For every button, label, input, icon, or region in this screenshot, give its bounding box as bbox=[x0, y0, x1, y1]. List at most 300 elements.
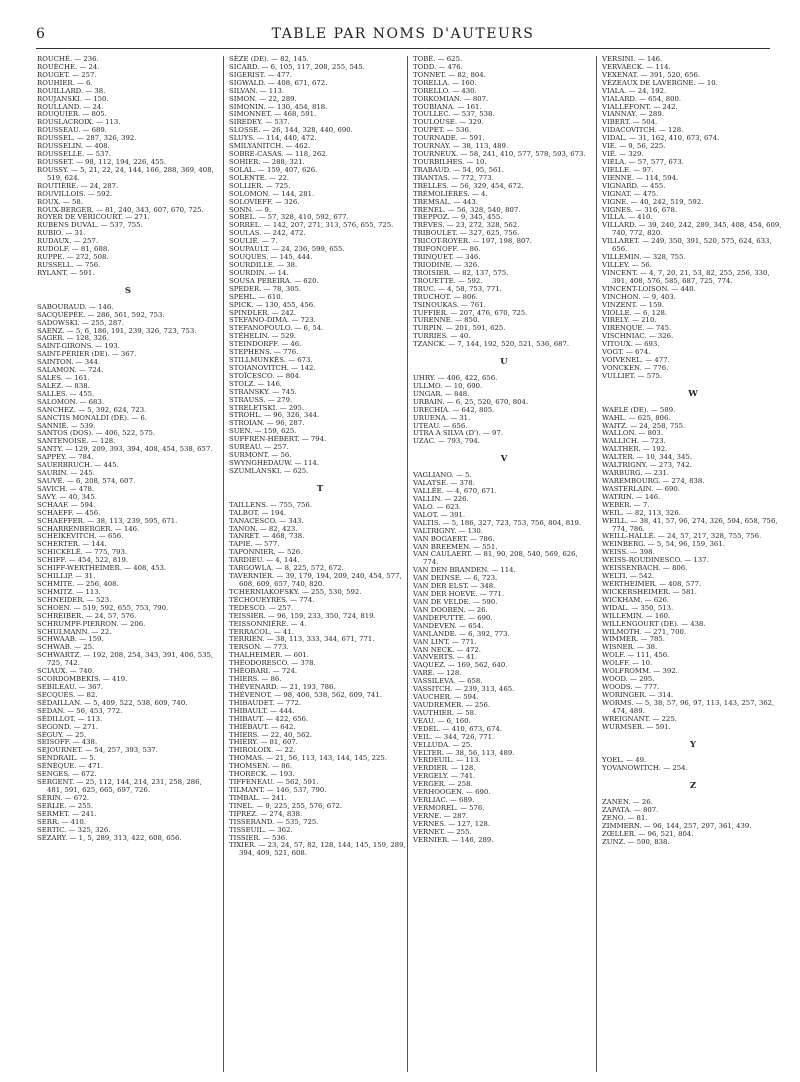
index-entry: ULLMO. — 10, 690. bbox=[413, 381, 483, 390]
section-letter: V bbox=[500, 454, 508, 465]
index-entry: SALOMON. — 683. bbox=[37, 397, 105, 406]
index-entry: ROUSSEAU. — 689. bbox=[37, 126, 107, 135]
index-entry: WORMS. — 5, 38, 57, 96, 97, 113, 143, 257, 362, 474, 489. bbox=[602, 698, 775, 715]
index-entry: SALLES. — 455. bbox=[37, 389, 95, 398]
index-entry: SAUERBRUCH. — 445. bbox=[37, 461, 119, 470]
index-entry: VITOUX. — 693. bbox=[602, 340, 660, 349]
index-entry: WOODS. — 777. bbox=[602, 682, 660, 691]
index-entry: SORREL. — 142, 207, 271, 313, 576, 655, 725. bbox=[229, 221, 394, 230]
index-entry: SPEHL. — 610. bbox=[229, 292, 283, 301]
index-entry: VIOLLE. — 6, 128. bbox=[602, 308, 668, 317]
index-entry: VALTRIGNY. — 130. bbox=[413, 526, 484, 535]
index-entry: VERDIER. — 128. bbox=[413, 764, 476, 773]
index-entry: STEFANO-DIMA. — 723. bbox=[229, 316, 316, 325]
index-entry: RUBIO. — 31. bbox=[37, 229, 86, 238]
index-entry: STROIAN. — 96, 287. bbox=[229, 419, 305, 428]
index-entry: VASSITCH. — 239, 313, 465. bbox=[413, 685, 515, 694]
index-entry: VERLIAC. — 689. bbox=[413, 796, 475, 805]
index-entry: ZIMMERN. — 96, 144, 257, 297, 361, 439. bbox=[602, 821, 752, 830]
index-entry: VALLÉE. — 4, 670, 671. bbox=[413, 487, 497, 496]
index-entry: VERNIER. — 146, 289. bbox=[413, 835, 494, 844]
index-entry: TOURNADE. — 591. bbox=[413, 134, 485, 143]
index-entry: STRELETSKI. — 295. bbox=[229, 403, 305, 412]
section-letter: S bbox=[124, 285, 132, 296]
index-entry: VELLUDA. — 25. bbox=[413, 740, 473, 749]
index-entry: VAN DEINSE. — 6, 723. bbox=[413, 574, 498, 583]
index-entry: WEISS-ROUDINESCO. — 137. bbox=[602, 556, 709, 565]
index-entry: WAITZ. — 24, 258, 755. bbox=[602, 421, 686, 430]
index-entry: SERR. — 410. bbox=[37, 817, 86, 826]
index-entry: UHRY. — 406, 422, 656. bbox=[413, 374, 498, 383]
index-entry: TREMSAL. — 443. bbox=[413, 197, 478, 206]
index-entry: WEINBERG. — 5, 54, 96, 159, 361. bbox=[602, 540, 725, 549]
index-entry: TRÈVES. — 23, 272, 328, 562. bbox=[413, 221, 520, 230]
index-entry: VAN DOOREN. — 26. bbox=[413, 605, 488, 614]
index-entry: VAN DE VELDE. — 590. bbox=[413, 598, 498, 606]
index-entry: SOUSA PEREIRA. — 620. bbox=[229, 276, 319, 285]
index-entry: ROULLAND. — 24. bbox=[37, 102, 104, 111]
index-entry: SOULAS. — 242, 472. bbox=[229, 229, 306, 238]
index-entry: TSINOUKAS. — 761. bbox=[413, 300, 486, 309]
index-entry: VERNES. — 127, 128. bbox=[413, 819, 491, 828]
index-entry: SCHWARTZ. — 192, 208, 254, 343, 391, 406, 535, 725, 742. bbox=[37, 651, 214, 668]
index-entry: THIERS. — 86. bbox=[229, 675, 282, 684]
section-letter: U bbox=[500, 357, 508, 368]
index-entry: RUDOLF. — 81, 688. bbox=[37, 245, 110, 254]
index-entry: TAPIE. — 577. bbox=[229, 540, 280, 549]
index-entry: VINCENT. — 4, 7, 20, 21, 53, 82, 255, 256, 330, 391, 408, 576, 585, 687, 725, 774. bbox=[602, 268, 770, 285]
index-entry: VANDEPUTTE. — 690. bbox=[413, 613, 493, 622]
index-entry: SANTY. — 129, 209, 393, 394, 408, 454, 538, 657. bbox=[37, 445, 213, 454]
index-entry: VAN BOGAERT. — 786. bbox=[413, 534, 495, 543]
index-entry: YOEL. — 49. bbox=[602, 756, 647, 765]
index-entry: TOURNAY. — 38, 113, 489. bbox=[413, 142, 509, 151]
index-entry: WEISSENBACH. — 806. bbox=[602, 564, 688, 573]
index-entry: WEILL. — 38, 41, 57, 96, 274, 326, 594, 658, 756, 774, 786. bbox=[602, 516, 778, 533]
index-entry: TURRIES. — 40. bbox=[413, 332, 471, 341]
index-entry: TARGOWLA. — 8, 225, 572, 672. bbox=[229, 564, 344, 573]
index-entry: ROUX. — 58. bbox=[37, 197, 83, 206]
index-entry: TARDIEU. — 4, 144. bbox=[229, 556, 300, 565]
index-entry: VALTIS. — 5, 186, 327, 723, 753, 756, 804, 819. bbox=[413, 518, 582, 527]
index-entry: SAENZ. — 5, 6, 186, 191, 239, 326, 723, 753. bbox=[37, 326, 197, 335]
index-entry: TERRIEN. — 38, 113, 333, 344, 671, 771. bbox=[229, 635, 375, 644]
index-entry: WISNER. — 38. bbox=[602, 643, 658, 652]
index-entry: SCHILLIP. — 31. bbox=[37, 572, 96, 581]
index-entry: VIRELY. — 210. bbox=[602, 316, 657, 325]
index-entry: SIREDEY. — 537. bbox=[229, 118, 290, 127]
index-entry: TIXIER. — 23, 24, 57, 82, 128, 144, 145, 159, 289, 394, 409, 521, 608. bbox=[229, 841, 406, 858]
index-entry: SÉRIN. — 672. bbox=[37, 793, 90, 802]
index-entry: WEBER. — 7. bbox=[602, 500, 650, 509]
index-entry: VÉZEAUX DE LAVERGNE. — 10. bbox=[602, 78, 718, 87]
index-entry: WILLEMIN. — 160. bbox=[602, 611, 671, 620]
index-entry: SEJOURNET. — 54, 257, 393, 537. bbox=[37, 746, 158, 755]
index-entry: THÉOBARI. — 724. bbox=[229, 667, 298, 676]
index-entry: VIDACOVITCH. — 128. bbox=[602, 126, 684, 135]
index-entry: SICARD. — 6, 105, 117, 208, 255, 545. bbox=[229, 62, 365, 71]
index-entry: STOÏCESCO. — 804. bbox=[229, 371, 302, 380]
index-entry: ROUÈCHE. — 24. bbox=[37, 62, 100, 71]
index-entry: SOUQUES. — 145, 444. bbox=[229, 253, 313, 262]
index-entry: SPEDER. — 78, 305. bbox=[229, 284, 302, 293]
index-entry: STOIANOVITCH. — 142. bbox=[229, 363, 316, 372]
index-entry: SILVAN. — 113. bbox=[229, 86, 285, 95]
index-entry: SCHWAAB. — 159. bbox=[37, 635, 104, 644]
column-divider bbox=[596, 56, 597, 1072]
index-entry: UZAC. — 793, 794. bbox=[413, 437, 480, 446]
index-entry: STOLZ. — 146. bbox=[229, 379, 283, 388]
index-entry: SOHIER. — 288, 321. bbox=[229, 157, 305, 166]
index-entry: TROISIER. — 82, 137, 575. bbox=[413, 268, 509, 277]
index-entry: VAN DER ELST. — 348. bbox=[413, 582, 496, 591]
index-entry: VERHOOGEN. — 690. bbox=[413, 788, 491, 797]
index-entry: ZANEN. — 26. bbox=[602, 798, 653, 807]
index-entry: WERTHEIMER. — 408, 577. bbox=[602, 580, 702, 588]
index-entry: SCHULMANN. — 22. bbox=[37, 627, 112, 636]
index-entry: WALTER. — 10, 344, 345. bbox=[602, 453, 693, 462]
index-entry: STILLMUNKÈS. — 673. bbox=[229, 356, 313, 365]
index-entry: VERSINI. — 146. bbox=[602, 55, 663, 63]
index-entry: WREIGNANT. — 225. bbox=[602, 714, 677, 723]
index-entry: VIALLEFONT. — 242. bbox=[602, 102, 678, 111]
index-entry: VEXENAT. — 391, 520, 656. bbox=[602, 70, 701, 79]
index-entry: TRÉMOLIÈRES. — 4. bbox=[413, 189, 488, 198]
index-entry: ROUQUIER. — 805. bbox=[37, 110, 107, 119]
index-entry: VIE. — 9, 56, 225. bbox=[602, 142, 666, 151]
index-entry: TOBÉ. — 625. bbox=[413, 55, 463, 63]
index-entry: TROUETTE. — 592. bbox=[413, 276, 483, 285]
index-entry: VINZENT. — 159. bbox=[602, 300, 664, 309]
index-entry: TRIODINE. — 326. bbox=[413, 260, 480, 269]
index-entry: SCHNEIDER. — 523. bbox=[37, 595, 112, 604]
index-entry: TOURNEUX. — 58, 241, 410, 577, 578, 593, 673. bbox=[413, 150, 586, 159]
index-entry: SCHREIBER. — 24, 57, 576. bbox=[37, 611, 137, 620]
index-entry: SALEZ. — 838. bbox=[37, 381, 90, 390]
index-entry: VALO. — 623. bbox=[413, 502, 462, 511]
index-entry: UTEAU. — 656. bbox=[413, 421, 468, 430]
index-column-2 bbox=[229, 56, 411, 858]
index-entry: WAHL. — 625, 806. bbox=[602, 413, 671, 422]
index-entry: TANACESCO. — 343. bbox=[229, 516, 304, 525]
index-entry: STEINDORFF. — 46. bbox=[229, 340, 302, 349]
index-entry: VONCKEN. — 776. bbox=[602, 363, 669, 372]
index-entry: SONN. — 9. bbox=[229, 205, 272, 214]
index-entry: VALATSE. — 378. bbox=[413, 479, 475, 488]
index-entry: SUREAU. — 257. bbox=[229, 443, 289, 452]
index-entry: TANON. — 82, 423. bbox=[229, 524, 298, 533]
index-entry: SMILYANITCH. — 462. bbox=[229, 142, 311, 151]
index-entry: ROUSSET. — 98, 112, 194, 226, 455. bbox=[37, 157, 167, 166]
index-entry: TÉCHOUEYRES. — 774. bbox=[229, 595, 315, 604]
index-entry: TIFFENEAU. — 562, 591. bbox=[229, 778, 319, 787]
index-entry: SERTIC. — 325, 326. bbox=[37, 825, 111, 834]
index-entry: TERSON. — 773. bbox=[229, 643, 289, 652]
header-rule bbox=[36, 48, 770, 49]
index-entry: TEDESCO. — 257. bbox=[229, 603, 294, 612]
index-entry: SUFFREN-HÉBERT. — 794. bbox=[229, 435, 327, 444]
index-entry: VEIL. — 344, 726, 771. bbox=[413, 732, 495, 741]
index-entry: THIERS. — 22, 40, 562. bbox=[229, 730, 313, 739]
index-entry: TORKOMIAN. — 807. bbox=[413, 94, 489, 103]
index-entry: SÉNÈQUE. — 471. bbox=[37, 762, 104, 771]
index-entry: SAGER. — 128, 326. bbox=[37, 334, 109, 343]
index-entry: THÉVENOT. — 98, 406, 538, 562, 609, 741. bbox=[229, 690, 382, 699]
index-entry: SCHMITZ. — 113. bbox=[37, 587, 101, 596]
index-entry: SCHAAF. — 594. bbox=[37, 500, 96, 509]
index-entry: ROUVILLOIS. — 592. bbox=[37, 189, 113, 198]
index-entry: SEGOND. — 271. bbox=[37, 722, 99, 731]
index-entry: TURENNE. — 850. bbox=[413, 316, 480, 325]
index-entry: ROUX-BERGER. — 81, 240, 343, 607, 670, 725. bbox=[37, 205, 204, 214]
index-entry: VIGNES. — 316, 678. bbox=[602, 205, 678, 214]
index-entry: VOIVENEL. — 477. bbox=[602, 356, 670, 365]
index-entry: STEFANOPOULO. — 6, 54. bbox=[229, 324, 324, 333]
index-entry: TRELLES. — 56, 329, 454, 672. bbox=[413, 181, 524, 190]
index-entry: SCORDOMBEKIS. — 419. bbox=[37, 675, 128, 684]
page-number: 6 bbox=[36, 26, 45, 42]
index-column-4 bbox=[602, 56, 784, 847]
index-entry: THOMAS. — 21, 56, 113, 143, 144, 145, 225. bbox=[229, 754, 387, 763]
index-entry: UTRA A SILVA (D'). — 97. bbox=[413, 429, 504, 438]
index-entry: TEISSIER. — 96, 159, 233, 350, 724, 819. bbox=[229, 611, 376, 620]
index-entry: VIÉLA. — 57, 577, 673. bbox=[602, 157, 684, 166]
index-entry: VIGNARD. — 455. bbox=[602, 181, 666, 190]
index-entry: VIÉ. — 329. bbox=[602, 150, 644, 159]
section-letter: W bbox=[688, 388, 698, 399]
index-entry: SCHEIKEVITCH. — 656. bbox=[37, 532, 124, 541]
section-letter: Y bbox=[689, 739, 697, 750]
index-entry: SCHICKELÉ. — 775, 793. bbox=[37, 548, 128, 557]
index-entry: SIMONNET. — 468, 591. bbox=[229, 110, 317, 119]
index-entry: TRUC. — 4, 58, 753, 771. bbox=[413, 284, 502, 293]
index-entry: VERNET. — 255. bbox=[413, 827, 472, 836]
index-entry: TIMBAL. — 241. bbox=[229, 793, 287, 802]
index-entry: VISCHNIAC. — 326. bbox=[602, 332, 674, 341]
index-entry: VELTER. — 38, 56, 113, 489. bbox=[413, 748, 515, 757]
index-entry: TOURBILHES. — 10. bbox=[413, 157, 487, 166]
index-entry: TANRET. — 468, 738. bbox=[229, 532, 305, 541]
index-entry: SOURDIN. — 14. bbox=[229, 268, 289, 277]
index-entry: VALOT. — 391. bbox=[413, 510, 466, 519]
index-entry: SOURDILLE. — 38. bbox=[229, 260, 298, 269]
index-entry: VEDEL. — 410, 673, 674. bbox=[413, 724, 503, 733]
running-title: TABLE PAR NOMS D'AUTEURS bbox=[271, 26, 535, 42]
index-entry: WAREMBOURG. — 274, 838. bbox=[602, 477, 705, 486]
index-entry: THIROLOIX. — 22. bbox=[229, 746, 296, 755]
index-entry: VANDEVEN. — 654. bbox=[413, 621, 484, 630]
index-entry: THIBAUT. — 422, 656. bbox=[229, 714, 309, 723]
index-entry: WILLENGOURT (DE). — 438. bbox=[602, 619, 706, 628]
index-entry: TIPREZ. — 274, 838. bbox=[229, 809, 303, 818]
index-entry: SZUMLANSKI. — 625. bbox=[229, 466, 309, 475]
index-entry: SAINT-GIRONS. — 193. bbox=[37, 342, 120, 351]
index-entry: VERDEUIL. — 113. bbox=[413, 756, 481, 765]
index-entry: ROUILLARD. — 38. bbox=[37, 86, 106, 95]
index-entry: SCHIFF-WERTHEIMER. — 408, 453. bbox=[37, 564, 167, 573]
index-entry: VINCENT-LOISON. — 440. bbox=[602, 284, 696, 293]
index-entry: VIBERT. — 504. bbox=[602, 118, 658, 127]
index-entry: VAUDREMER. — 256. bbox=[413, 700, 491, 709]
index-entry: SIMONIN. — 130, 454, 818. bbox=[229, 102, 328, 111]
index-entry: WURMSER. — 591. bbox=[602, 722, 671, 731]
index-entry: VILLARD. — 39, 240, 242, 289, 345, 408, 454, 609, 740, 772, 820. bbox=[602, 221, 782, 238]
index-entry: VALLIN. — 226. bbox=[413, 495, 469, 504]
index-entry: TOUPET. — 536. bbox=[413, 126, 472, 135]
index-entry: SEDAN. — 56, 453, 772. bbox=[37, 706, 123, 715]
section-letter: T bbox=[316, 483, 324, 494]
index-entry: TOULOUSE. — 329. bbox=[413, 118, 484, 127]
index-entry: SAVY. — 40, 345. bbox=[37, 492, 97, 501]
index-entry: VAN CAULAERT. — 81, 90, 208, 540, 569, 626, 774. bbox=[413, 550, 578, 567]
index-entry: TAPONNIER. — 526. bbox=[229, 548, 303, 557]
index-entry: SERLIE. — 255. bbox=[37, 801, 94, 810]
index-entry: VINCHON. — 9, 403. bbox=[602, 292, 676, 301]
index-entry: SANNIÉ. — 539. bbox=[37, 421, 96, 430]
index-entry: TISSEUIL. — 362. bbox=[229, 825, 293, 834]
index-entry: VERNE. — 287. bbox=[413, 811, 469, 820]
index-entry: SADOWSKI. — 255, 287. bbox=[37, 318, 124, 327]
index-entry: SOREL. — 57, 328, 410, 592, 677. bbox=[229, 213, 349, 222]
index-entry: URUENA. — 31. bbox=[413, 413, 471, 422]
index-entry: TORELLA. — 160. bbox=[413, 78, 477, 87]
index-entry: TRENEL. — 56, 328, 540, 807. bbox=[413, 205, 521, 214]
index-entry: SERMET. — 241. bbox=[37, 809, 97, 818]
index-entry: WATRIN. — 146. bbox=[602, 492, 661, 501]
index-entry: VIGNAT. — 475. bbox=[602, 189, 659, 198]
index-entry: WALTHER. — 192. bbox=[602, 445, 668, 454]
index-entry: TINEL. — 9, 225, 255, 576, 672. bbox=[229, 801, 343, 810]
index-entry: WIMMER. — 785. bbox=[602, 635, 665, 644]
index-entry: TAVERNIER. — 39, 179, 194, 209, 240, 454, 577, 608, 609, 657, 740, 820. bbox=[229, 572, 402, 588]
index-entry: WICKHAM. — 626. bbox=[602, 595, 670, 604]
index-entry: SCHIFF. — 454, 522, 819. bbox=[37, 556, 129, 565]
index-entry: TRIFONOFF. — 86. bbox=[413, 245, 481, 254]
index-entry: SAVICH. — 478. bbox=[37, 484, 95, 493]
index-entry: RUPPE. — 272, 508. bbox=[37, 253, 109, 262]
index-entry: URECHIA. — 642, 805. bbox=[413, 405, 495, 414]
index-entry: THÉODORESCO. — 378. bbox=[229, 659, 316, 668]
index-entry: VILLARET. — 249, 350, 391, 520, 575, 624, 633, 656. bbox=[602, 237, 772, 254]
index-entry: SENGES. — 672. bbox=[37, 770, 97, 779]
index-entry: SOBRE-CASAS. — 118, 262. bbox=[229, 150, 328, 159]
index-entry: VAN LINT. — 771. bbox=[413, 637, 477, 646]
index-entry: URBAIN. — 6, 25, 520, 670, 804. bbox=[413, 397, 529, 406]
index-entry: SOLOMON. — 144, 281. bbox=[229, 189, 315, 198]
index-entry: WALLICH. — 723. bbox=[602, 437, 666, 446]
index-entry: SEBILEAU. — 367. bbox=[37, 682, 104, 691]
index-entry: ROUGET. — 257. bbox=[37, 70, 97, 79]
section-letter: Z bbox=[689, 781, 697, 792]
index-entry: YOVANOWITCH. — 254. bbox=[602, 764, 688, 773]
index-entry: SCHAEFFER. — 38, 113, 239, 595, 671. bbox=[37, 516, 178, 525]
index-entry: WELTI. — 542. bbox=[602, 572, 655, 581]
index-entry: VOGT. — 674. bbox=[602, 348, 651, 357]
index-entry: SCHRUMPF-PIERRON. — 206. bbox=[37, 619, 146, 628]
index-entry: VIRENQUE. — 745. bbox=[602, 324, 672, 333]
index-entry: ROUSSELIN. — 408. bbox=[37, 142, 110, 151]
index-entry: VERVAECK. — 114. bbox=[602, 62, 671, 71]
index-entry: RUBENS DUVAL. — 537, 755. bbox=[37, 221, 143, 230]
index-entry: WILMOTH. — 271, 700. bbox=[602, 627, 687, 636]
index-entry: UNGAR. — 848. bbox=[413, 389, 470, 398]
index-entry: ZAPATA. — 807. bbox=[602, 806, 659, 815]
index-entry: WASTERLAIN. — 690. bbox=[602, 484, 680, 493]
index-entry: SÉGUY. — 25. bbox=[37, 730, 87, 739]
index-entry: VERGER. — 258. bbox=[413, 780, 473, 789]
index-entry: WIDAL. — 350, 513. bbox=[602, 603, 674, 612]
index-entry: SLUYS. — 114, 440, 472. bbox=[229, 134, 317, 143]
index-entry: SPICK. — 130, 455, 456. bbox=[229, 300, 316, 309]
index-entry: SÈZE (DE). — 82, 145. bbox=[229, 55, 309, 63]
page-header bbox=[36, 26, 770, 46]
index-entry: WORINGER. — 314. bbox=[602, 690, 674, 699]
index-entry: TRUCHOT. — 806. bbox=[413, 292, 478, 301]
index-entry: SABOURAUD. — 146. bbox=[37, 302, 114, 311]
index-column-1 bbox=[37, 56, 219, 842]
index-entry: VILLA. — 410. bbox=[602, 213, 653, 222]
index-entry: VAGLIANO. — 5. bbox=[413, 471, 472, 480]
index-entry: SOLENTE. — 22. bbox=[229, 173, 290, 182]
index-entry: VANVERTS. — 41. bbox=[413, 653, 478, 662]
index-entry: VILLEMIN. — 328, 755. bbox=[602, 253, 686, 262]
index-entry: WOOD. — 295. bbox=[602, 675, 655, 684]
index-entry: ROUSSY. — 5, 21, 22, 24, 144, 166, 288, 369, 408, 519, 624. bbox=[37, 165, 214, 182]
index-entry: SCHWAB. — 25. bbox=[37, 643, 95, 652]
index-entry: TEISSONNIÈRE. — 4. bbox=[229, 619, 307, 628]
index-entry: WOLFF. — 10. bbox=[602, 659, 653, 668]
index-entry: VERMOREL. — 576. bbox=[413, 803, 485, 812]
index-entry: SENDRAIL. — 5. bbox=[37, 754, 96, 763]
index-entry: SECQUES. — 82. bbox=[37, 690, 98, 699]
index-entry: VAN BREEMEN. — 551. bbox=[413, 542, 498, 551]
index-entry: SAURIN. — 245. bbox=[37, 469, 95, 478]
index-entry: THOMSEN. — 86. bbox=[229, 762, 293, 771]
index-entry: TOUBIANA. — 161. bbox=[413, 102, 482, 111]
index-entry: SALAMON. — 724. bbox=[37, 366, 104, 375]
index-entry: WEILL-HALLÉ. — 24, 57, 217, 328, 755, 756. bbox=[602, 532, 762, 541]
index-entry: WALTRIGNY. — 273, 742. bbox=[602, 461, 692, 470]
index-entry: WAELE (DE). — 589. bbox=[602, 405, 676, 414]
index-entry: TORELLO. — 430. bbox=[413, 86, 477, 95]
index-entry: THIBAULT. — 444. bbox=[229, 706, 295, 715]
index-entry: SÉDAILLAN. — 5, 409, 522, 538, 609, 740. bbox=[37, 698, 188, 707]
index-entry: WICKERSHEIMER. — 581. bbox=[602, 587, 698, 596]
index-entry: SANTOS (DOS). — 406, 522, 575. bbox=[37, 429, 156, 438]
index-entry: SALES. — 161. bbox=[37, 374, 90, 383]
index-entry: STRAUSS. — 279. bbox=[229, 395, 293, 404]
index-entry: STÉHELIN. — 529. bbox=[229, 332, 297, 341]
index-entry: WALLON. — 803. bbox=[602, 429, 663, 438]
index-entry: VAUCHER. — 594. bbox=[413, 693, 479, 702]
index-entry: SIGWALD. — 408, 671, 672. bbox=[229, 78, 328, 87]
index-entry: SPINDLER. — 242. bbox=[229, 308, 297, 317]
index-column-3 bbox=[413, 56, 595, 845]
index-entry: SWYNGHEDAUW. — 114. bbox=[229, 459, 319, 468]
index-entry: TERRACOL. — 41. bbox=[229, 627, 294, 636]
index-entry: TISSIER. — 536. bbox=[229, 833, 288, 842]
index-entry: VAN DEN BRANDEN. — 114. bbox=[413, 566, 516, 575]
index-entry: SUEN. — 159, 625. bbox=[229, 427, 297, 436]
index-entry: TALBOT. — 194. bbox=[229, 508, 286, 517]
index-entry: WARBURG. — 231. bbox=[602, 469, 670, 478]
index-entry: SACQUÉPÉE. — 286, 561, 592, 753. bbox=[37, 310, 165, 319]
index-entry: VIALARD. — 654, 800. bbox=[602, 94, 682, 103]
index-entry: VIALA. — 24, 192. bbox=[602, 86, 667, 95]
index-entry: TONNET. — 82, 804. bbox=[413, 70, 486, 79]
index-entry: THORECK. — 193. bbox=[229, 770, 295, 779]
index-entry: SLOSSE. — 26, 144, 328, 440, 690. bbox=[229, 126, 353, 135]
